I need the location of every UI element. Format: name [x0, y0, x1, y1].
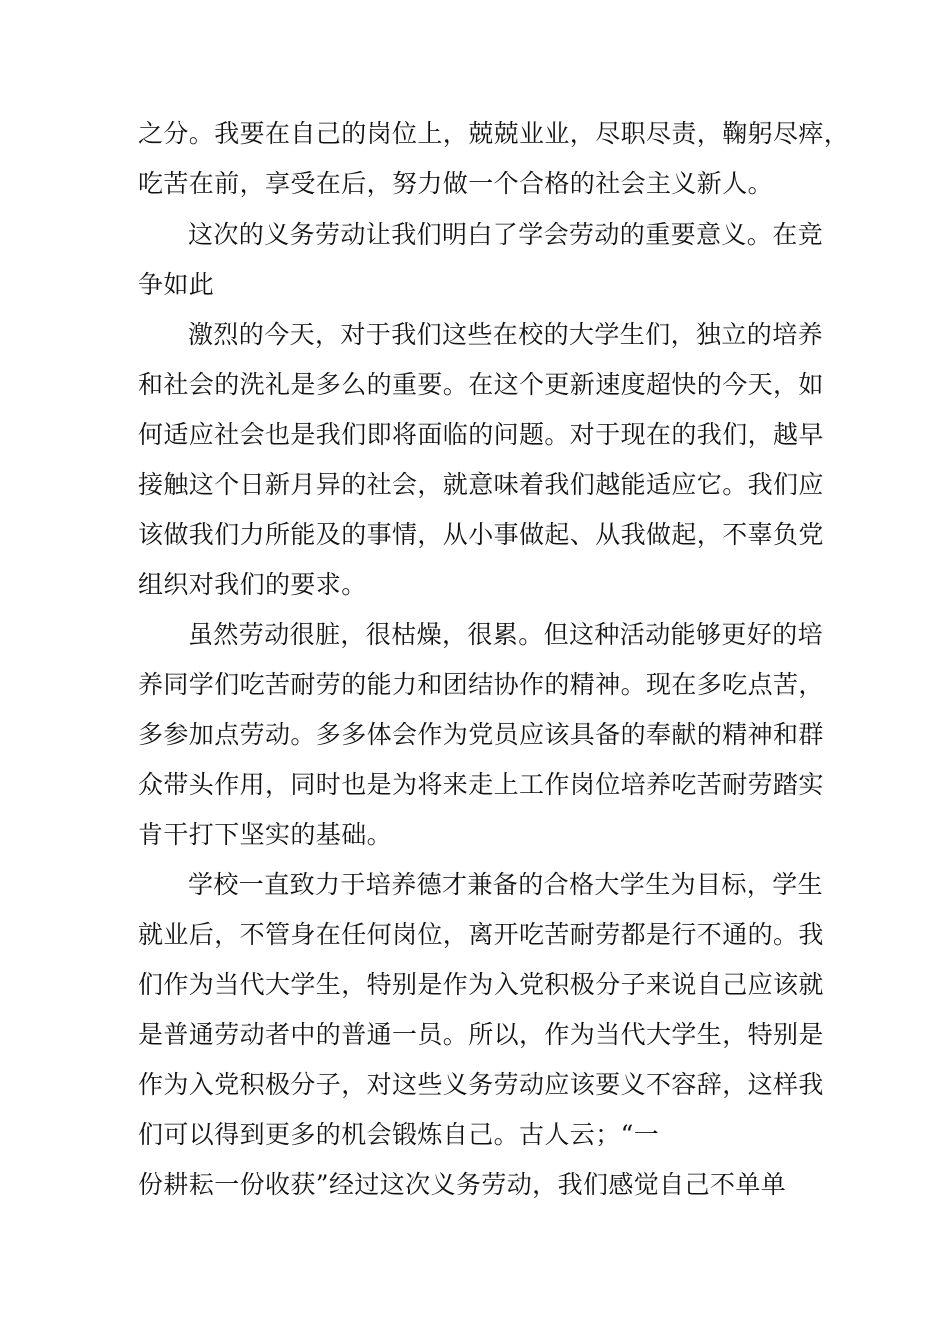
paragraph-start-line: 这次的义务劳动让我们明白了学会劳动的重要意义。在竞 [188, 220, 824, 249]
text-line: 就业后，不管身在任何岗位，离开吃苦耐劳都是行不通的。我 [138, 920, 824, 949]
text-line: 份耕耘一份收获”经过这次义务劳动，我们感觉自己不单单 [138, 1170, 787, 1199]
text-line: 养同学们吃苦耐劳的能力和团结协作的精神。现在多吃点苦， [138, 670, 824, 699]
text-line: 该做我们力所能及的事情，从小事做起、从我做起，不辜负党 [138, 520, 824, 549]
text-line: 们可以得到更多的机会锻炼自己。古人云；“一 [138, 1120, 660, 1149]
text-line: 争如此 [138, 270, 215, 299]
text-line: 众带头作用，同时也是为将来走上工作岗位培养吃苦耐劳踏实 [138, 770, 824, 799]
text-line: 吃苦在前，享受在后，努力做一个合格的社会主义新人。 [138, 169, 774, 198]
paragraph-start-line: 激烈的今天，对于我们这些在校的大学生们，独立的培养 [188, 320, 824, 349]
paragraph-start-line: 学校一直致力于培养德才兼备的合格大学生为目标，学生 [188, 870, 824, 899]
text-line: 作为入党积极分子，对这些义务劳动应该要义不容辞，这样我 [138, 1070, 824, 1099]
text-line: 们作为当代大学生，特别是作为入党积极分子来说自己应该就 [138, 970, 824, 999]
text-line: 之分。我要在自己的岗位上，兢兢业业，尽职尽责，鞠躬尽瘁， [138, 119, 850, 148]
text-line: 何适应社会也是我们即将面临的问题。对于现在的我们，越早 [138, 420, 824, 449]
paragraph-start-line: 虽然劳动很脏，很枯燥，很累。但这种活动能够更好的培 [188, 620, 824, 649]
text-line: 肯干打下坚实的基础。 [138, 820, 393, 849]
text-line: 组织对我们的要求。 [138, 570, 367, 599]
text-line: 多参加点劳动。多多体会作为党员应该具备的奉献的精神和群 [138, 720, 824, 749]
text-line: 是普通劳动者中的普通一员。所以，作为当代大学生，特别是 [138, 1020, 824, 1049]
text-line: 接触这个日新月异的社会，就意味着我们越能适应它。我们应 [138, 470, 824, 499]
text-line: 和社会的洗礼是多么的重要。在这个更新速度超快的今天，如 [138, 370, 824, 399]
